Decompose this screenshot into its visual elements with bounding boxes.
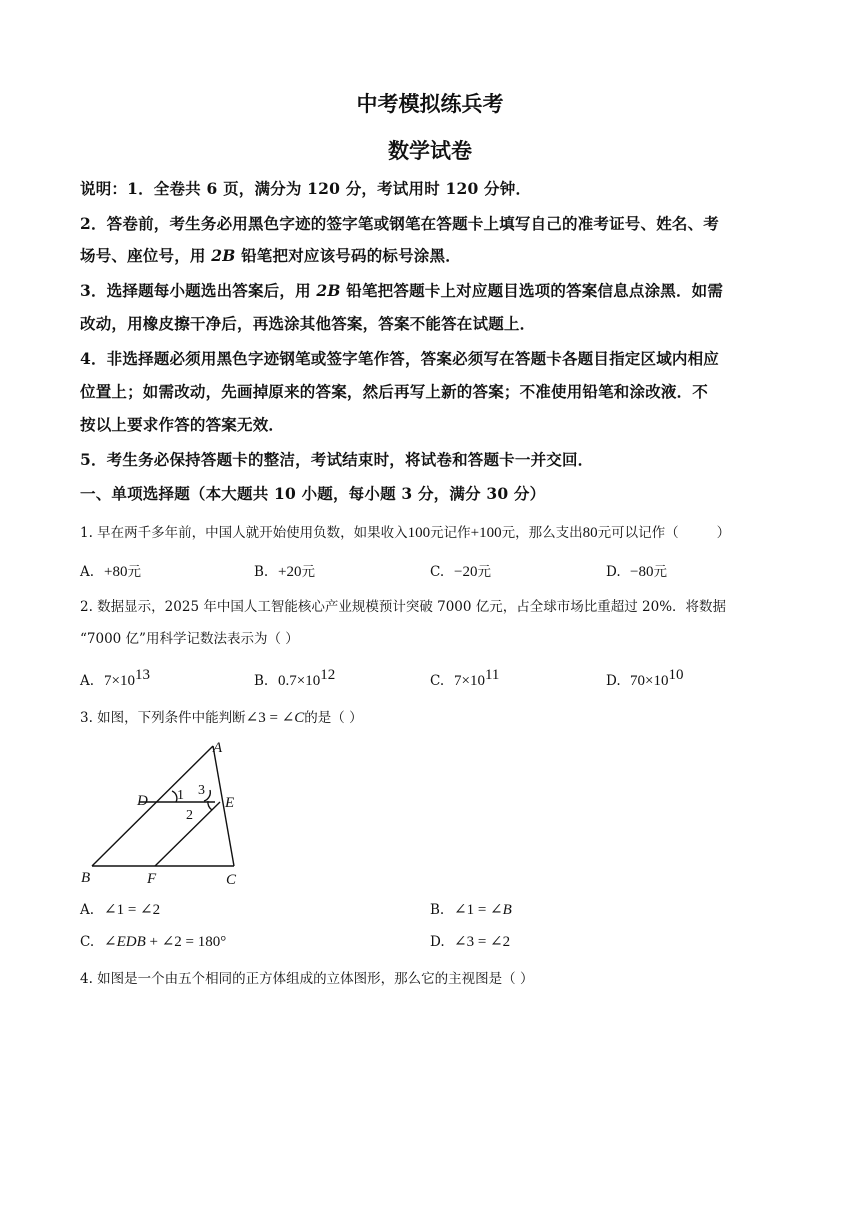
- instruction-5: 5．考生务必保持答题卡的整洁，考试结束时，将试卷和答题卡一并交回．: [80, 450, 594, 469]
- instruction-2b-post: 铅笔把对应该号码的标号涂黑．: [235, 246, 461, 265]
- q3-option-b[interactable]: [430, 900, 512, 919]
- q2-option-c-exp: 11: [484, 667, 500, 683]
- q1-option-c-value: −20: [454, 564, 478, 580]
- instruction-3a-pencil: 2B: [316, 281, 341, 300]
- q2-option-b[interactable]: [254, 667, 335, 690]
- instruction-2b-pre: 场号、座位号，用: [80, 246, 212, 265]
- question-4-stem: 4. 如图是一个由五个相同的正方体组成的立体图形，那么它的主视图是（ ）: [80, 971, 534, 987]
- label-e: E: [225, 795, 235, 811]
- q1-text-4: 元可以记作（: [597, 525, 679, 541]
- triangle-figure: [80, 735, 250, 890]
- label-b: B: [81, 870, 91, 886]
- q1-num-2: +100: [470, 525, 502, 541]
- q3-math-angle: ∠3 = ∠: [245, 710, 295, 726]
- label-c: C: [226, 872, 237, 888]
- option-label: D.: [430, 934, 445, 950]
- label-f: F: [147, 871, 157, 887]
- option-label: B.: [430, 902, 445, 918]
- q3-option-a-text: ∠1 = ∠2: [104, 902, 161, 918]
- q1-option-d-unit: 元: [653, 564, 667, 580]
- segment-ba: [92, 746, 213, 866]
- q1-option-d[interactable]: [606, 560, 667, 581]
- q1-option-b-unit: 元: [301, 564, 315, 580]
- option-label: B.: [254, 673, 269, 689]
- instruction-3a-pre: 3．选择题每小题选出答案后，用: [80, 281, 317, 300]
- q3-option-c[interactable]: [80, 932, 226, 951]
- exam-subject: 数学试卷: [388, 138, 472, 163]
- option-label: C.: [430, 673, 445, 689]
- q1-option-a-unit: 元: [127, 564, 141, 580]
- q3-option-c-pre: ∠: [104, 934, 117, 950]
- q2-option-d[interactable]: [606, 667, 683, 690]
- label-d: D: [137, 793, 148, 809]
- question-3-stem: [80, 706, 363, 727]
- option-label: B.: [254, 564, 269, 580]
- q3-option-b-it: B: [502, 902, 512, 918]
- q3-text-2: 的是（ ）: [304, 710, 363, 726]
- q1-num-3: 80: [582, 525, 598, 541]
- angle-labels: [177, 783, 205, 823]
- question-2-stem-line2: “7000 亿”用科学记数法表示为（ ）: [80, 631, 299, 647]
- section-heading: 一、单项选择题（本大题共 10 小题，每小题 3 分，满分 30 分）: [80, 484, 546, 503]
- instruction-4c: 按以上要求作答的答案无效．: [80, 415, 285, 434]
- option-label: D.: [606, 564, 621, 580]
- instruction-3b: 改动，用橡皮擦干净后，再选涂其他答案，答案不能答在试题上．: [80, 314, 536, 333]
- q2-option-a-exp: 13: [134, 667, 150, 683]
- q1-option-d-value: −80: [630, 564, 654, 580]
- option-label: D.: [606, 673, 621, 689]
- q1-option-c[interactable]: [430, 560, 491, 581]
- q2-option-d-base: 70×10: [630, 673, 669, 689]
- q2-option-b-base: 0.7×10: [278, 673, 321, 689]
- option-label: C.: [430, 564, 445, 580]
- option-label: C.: [80, 934, 95, 950]
- question-1-stem: [80, 521, 730, 542]
- q1-option-b[interactable]: [254, 560, 315, 581]
- q3-text-1: 3. 如图，下列条件中能判断: [80, 710, 246, 726]
- option-label: A.: [80, 673, 95, 689]
- q1-option-a-value: +80: [104, 564, 128, 580]
- option-label: A.: [80, 564, 95, 580]
- q2-option-a-base: 7×10: [104, 673, 135, 689]
- angle-1-label: 1: [177, 788, 184, 803]
- q2-option-b-exp: 12: [320, 667, 336, 683]
- label-a: A: [213, 740, 223, 756]
- q2-option-c[interactable]: [430, 667, 499, 690]
- q1-text-3: 元，那么支出: [501, 525, 583, 541]
- q2-option-d-exp: 10: [668, 667, 684, 683]
- q1-text-1: 1. 早在两千多年前，中国人就开始使用负数，如果收入: [80, 525, 408, 541]
- q3-math-c: C: [294, 710, 305, 726]
- q3-option-d[interactable]: [430, 932, 510, 951]
- instruction-2b: [80, 244, 461, 266]
- instruction-1: 说明：1．全卷共 6 页，满分为 120 分，考试用时 120 分钟．: [80, 179, 532, 198]
- instruction-2b-pencil: 2B: [211, 246, 236, 265]
- q3-option-d-text: ∠3 = ∠2: [454, 934, 511, 950]
- instruction-3a-post: 铅笔把答题卡上对应题目选项的答案信息点涂黑．如需: [340, 281, 724, 300]
- question-2-stem-line1: 2. 数据显示，2025 年中国人工智能核心产业规模预计突破 7000 亿元，占全球市场比重超过 20%．将数据: [80, 599, 727, 615]
- q1-option-c-unit: 元: [477, 564, 491, 580]
- q3-option-b-pre: ∠1 = ∠: [454, 902, 503, 918]
- instruction-3a: [80, 279, 723, 301]
- instruction-4a: 4．非选择题必须用黑色字迹钢笔或签字笔作答，答案必须写在答题卡各题目指定区域内相应: [80, 349, 719, 368]
- instruction-2a: 2．答卷前，考生务必用黑色字迹的签字笔或钢笔在答题卡上填写自己的准考证号、姓名、考: [80, 214, 719, 233]
- q2-option-a[interactable]: [80, 667, 150, 690]
- q3-option-c-it: EDB: [116, 934, 146, 950]
- figure-lines: [92, 746, 234, 866]
- q3-option-a[interactable]: [80, 900, 160, 919]
- option-label: A.: [80, 902, 95, 918]
- q2-option-c-base: 7×10: [454, 673, 485, 689]
- q1-num-1: 100: [407, 525, 431, 541]
- q1-text-2: 元记作: [430, 525, 471, 541]
- instruction-4b: 位置上；如需改动，先画掉原来的答案，然后再写上新的答案；不准使用铅笔和涂改液．不: [80, 382, 709, 401]
- angle-2-label: 2: [186, 808, 193, 823]
- angle-3-label: 3: [198, 783, 205, 798]
- q1-text-5: ）: [716, 525, 731, 541]
- exam-title: 中考模拟练兵考: [356, 91, 504, 116]
- q1-option-a[interactable]: [80, 560, 141, 581]
- q3-option-c-post: + ∠2 = 180°: [145, 934, 227, 950]
- q1-option-b-value: +20: [278, 564, 302, 580]
